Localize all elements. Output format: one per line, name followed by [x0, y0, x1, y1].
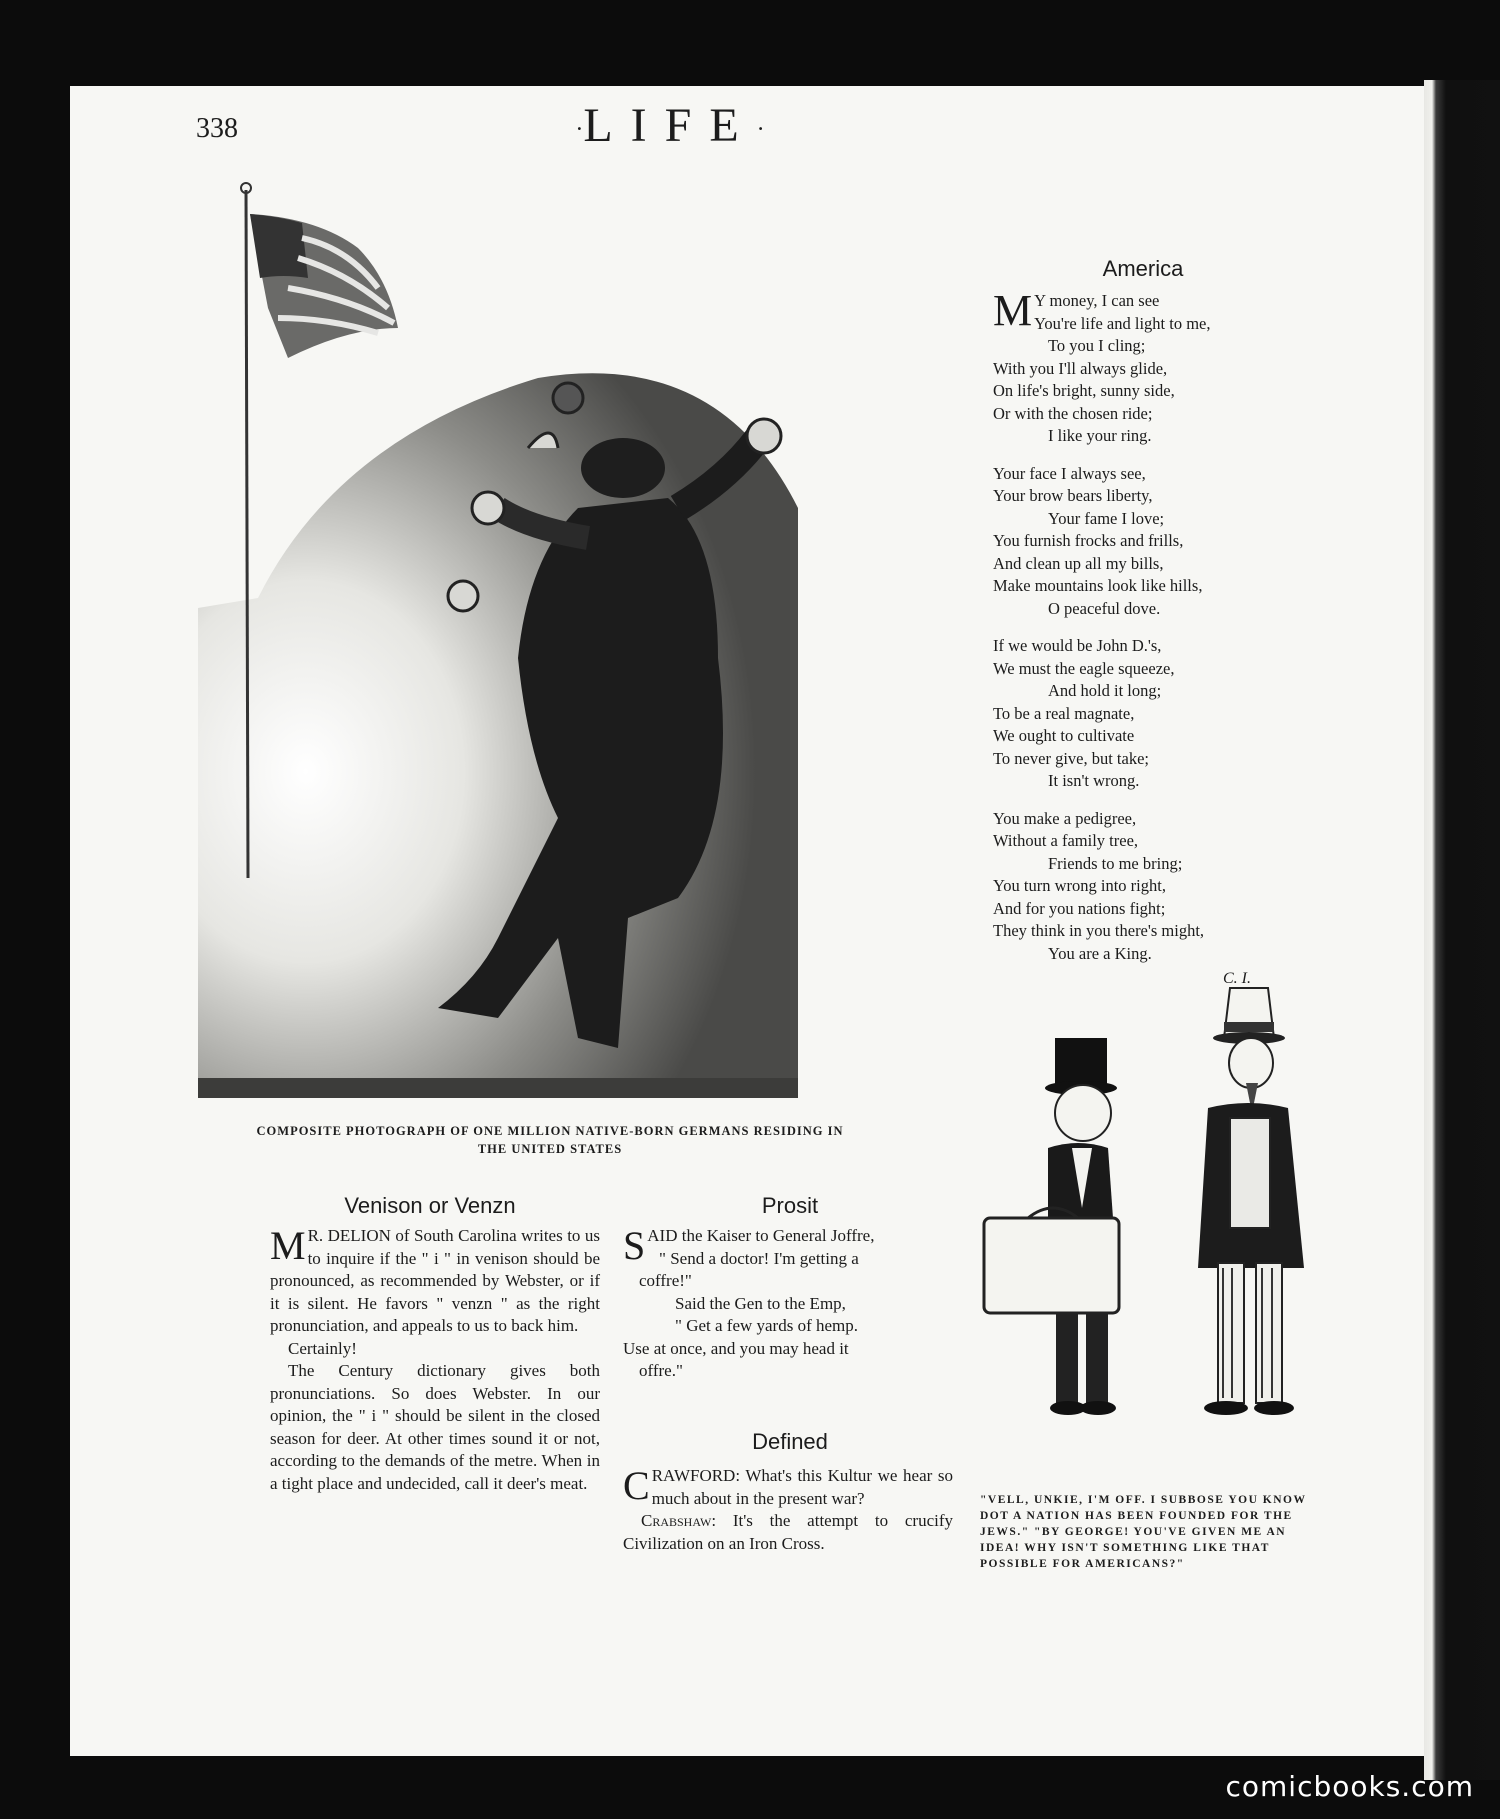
verse-line: offre." — [639, 1361, 683, 1380]
poem-line: And clean up all my bills, — [993, 553, 1164, 573]
poem-line: Your face I always see, — [993, 463, 1146, 483]
article-text: R. DELION of South Carolina writes to us to inquire if the " i " in venison should be pronounced, as recommended by Webster, or if it is silent. He favors " venzn " as the right pronunciation, and appeals to us to back him. — [270, 1226, 600, 1335]
article-dropcap: S — [623, 1223, 646, 1268]
poem-stanza — [993, 635, 1293, 793]
poem-line: Without a family tree, — [993, 831, 1139, 850]
page-number: 338 — [196, 113, 238, 144]
poem-line: You turn wrong into right, — [993, 876, 1166, 895]
poem-line: Y money, I can see — [1034, 291, 1160, 310]
poem-stanza — [993, 286, 1293, 448]
watermark: comicbooks.com — [1225, 1770, 1474, 1803]
verse-line: Said the Gen to the Emp, — [675, 1293, 846, 1313]
poem-line: It isn't wrong. — [1048, 771, 1140, 790]
poem-signature: C. I. — [1223, 970, 1251, 987]
poem-line: Friends to me bring; — [1048, 853, 1183, 873]
poem-line: We must the eagle squeeze, — [993, 658, 1175, 678]
illustration-caption — [200, 1122, 900, 1158]
poem-line: On life's bright, sunny side, — [993, 381, 1175, 400]
suitcase-icon — [984, 1208, 1119, 1313]
article-title-venison: Venison or Venzn — [344, 1193, 516, 1218]
poem-line: You furnish frocks and frills, — [993, 531, 1184, 550]
speaker-name: Crabshaw: — [641, 1511, 717, 1530]
poem-dropcap: M — [993, 286, 1033, 335]
poem-line: You're life and light to me, — [1034, 313, 1211, 333]
flagpole — [246, 190, 248, 878]
masthead-title: LIFE — [583, 99, 757, 152]
cartoon-caption: "VELL, UNKIE, I'M OFF. I SUBBOSE YOU KNOW DOT A NATION HAS BEEN FOUNDED FOR THE JEWS." "BY GEORGE! YOU'VE GIVEN ME AN IDEA! WHY ISN'T SOMETHING LIKE THAT POSSIBLE FOR AMERICANS?" — [980, 1494, 1307, 1570]
poem-line: You make a pedigree, — [993, 808, 1137, 828]
poem-line: And hold it long; — [1048, 681, 1162, 700]
flag-figures-drawing — [198, 178, 872, 1098]
poem-body — [993, 286, 1293, 980]
article-text: RAWFORD: What's this Kultur we hear so much about in the present war? — [651, 1466, 953, 1508]
poem-line: We ought to cultivate — [993, 726, 1135, 745]
uncle-sam-cartoon — [968, 978, 1348, 1438]
article-title-prosit: Prosit — [761, 1193, 819, 1218]
poem-stanza — [993, 808, 1293, 966]
poem-line: Make mountains look like hills, — [993, 576, 1203, 595]
article-paragraph: The Century dictionary gives both pronunciations. So does Webster. In our opinion, the " i " should be silent in the closed season for deer. At other times sound it or not, according to the demands of the metre. When in a tight place and undecided, call it deer's meat. — [270, 1361, 600, 1493]
article-prosit — [623, 1225, 953, 1383]
poem-line: If we would be John D.'s, — [993, 636, 1162, 655]
poem-stanza — [993, 463, 1293, 621]
poem-line: They think in you there's might, — [993, 921, 1205, 940]
page-spine — [1424, 80, 1500, 1780]
poem-line: Your fame I love; — [1048, 508, 1165, 528]
poem-line: I like your ring. — [1048, 426, 1152, 445]
poem-line: You are a King. — [1048, 943, 1152, 963]
uncle-sam-figure — [1198, 988, 1304, 1415]
poem-line: Your brow bears liberty, — [993, 486, 1153, 505]
poem-line: To you I cling; — [1048, 336, 1146, 355]
article-venison — [270, 1225, 600, 1495]
verse-line: " Send a doctor! I'm getting a — [659, 1248, 859, 1268]
article-defined — [623, 1465, 953, 1555]
article-paragraph — [623, 1510, 953, 1555]
article-title-defined: Defined — [752, 1429, 828, 1454]
poem-line: To be a real magnate, — [993, 703, 1135, 723]
verse-line: Use at once, and you may head it — [623, 1338, 849, 1358]
cartoon-drawing — [968, 978, 1348, 1438]
caption-line-1: COMPOSITE PHOTOGRAPH OF ONE MILLION NATIVE-BORN GERMANS RESIDING IN — [256, 1124, 844, 1138]
article-paragraph — [623, 1465, 953, 1510]
poem-title: America — [1102, 256, 1184, 281]
poem-line: And for you nations fight; — [993, 898, 1166, 918]
verse-line: AID the Kaiser to General Joffre, — [647, 1226, 875, 1245]
article-paragraph: Certainly! — [288, 1338, 357, 1358]
article-dropcap: C — [623, 1463, 650, 1508]
article-dropcap: M — [270, 1223, 306, 1268]
poem-line: Or with the chosen ride; — [993, 403, 1153, 423]
article-paragraph — [270, 1225, 600, 1338]
poem-line: With you I'll always glide, — [993, 358, 1168, 378]
composite-photograph-illustration — [198, 178, 872, 1098]
caption-line-2: THE UNITED STATES — [477, 1142, 623, 1156]
poem-line: O peaceful dove. — [1048, 598, 1161, 618]
article-text: It's the attempt to crucify Civilization on an Iron Cross. — [623, 1511, 953, 1553]
verse-line: coffre!" — [639, 1271, 692, 1290]
verse-line: " Get a few yards of hemp. — [675, 1316, 859, 1335]
poem-line: To never give, but take; — [993, 748, 1150, 768]
masthead: ·LIFE· — [575, 99, 765, 152]
american-flag-icon — [250, 214, 398, 358]
